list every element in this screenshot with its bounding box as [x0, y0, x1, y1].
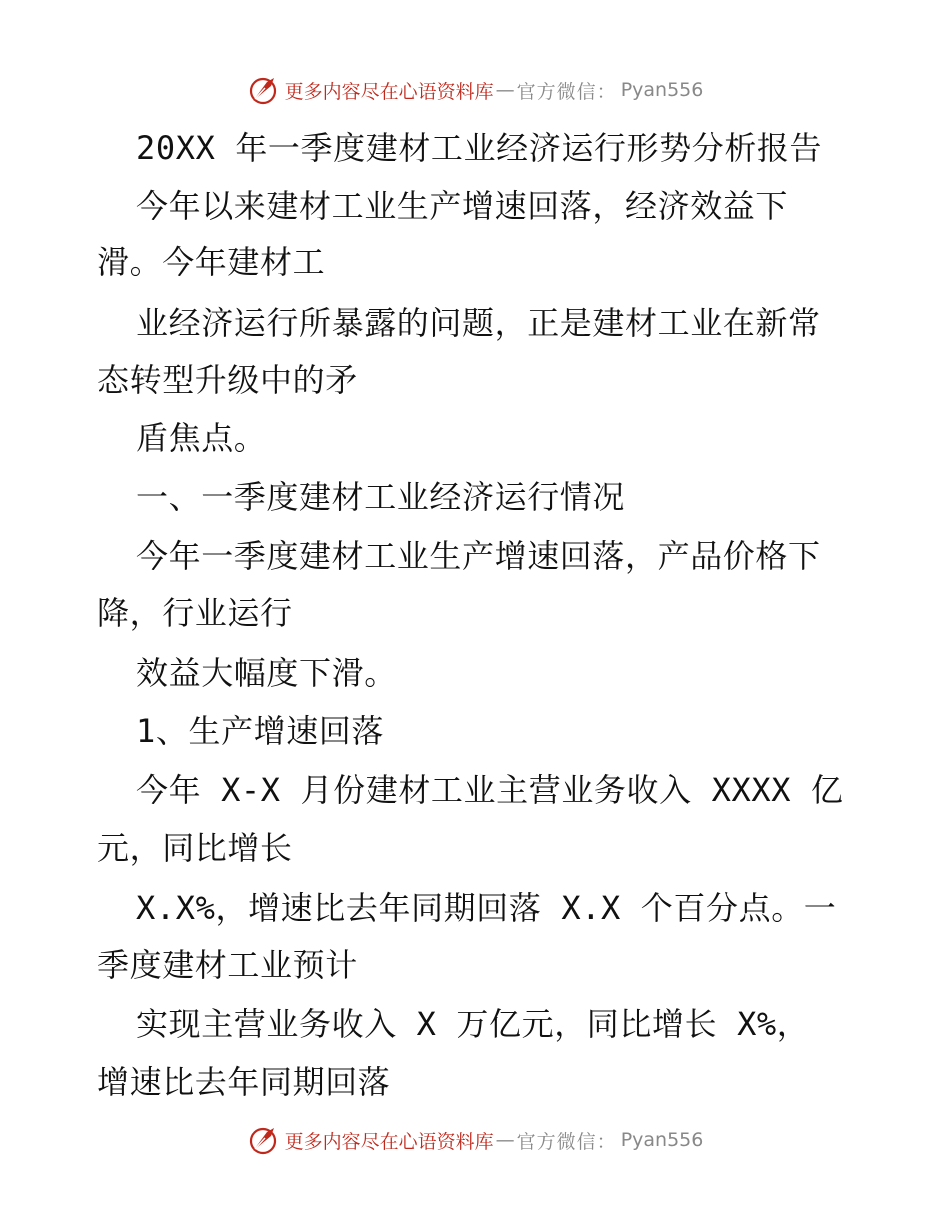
watermark-wechat-id: Pyan556: [620, 79, 704, 101]
paragraph-line: 今年以来建材工业生产增速回落，经济效益下: [136, 187, 789, 225]
watermark-wechat-id: Pyan556: [620, 1129, 704, 1151]
paragraph-line: 效益大幅度下滑。: [136, 654, 397, 692]
watermark-wechat-label: 官方微信：: [516, 80, 617, 103]
watermark-dash: —: [495, 1129, 515, 1151]
paragraph-line: 降，行业运行: [97, 594, 293, 632]
document-title: 20XX 年一季度建材工业经济运行形势分析报告: [136, 129, 823, 167]
watermark-wechat-label: 官方微信：: [516, 1130, 617, 1153]
paragraph-line: 增速比去年同期回落: [97, 1063, 391, 1101]
paragraph-line: 态转型升级中的矛: [97, 361, 358, 399]
subsection-heading: 1、生产增速回落: [136, 712, 385, 750]
paragraph-line: 业经济运行所暴露的问题，正是建材工业在新常: [136, 304, 821, 342]
watermark-site-text: 更多内容尽在心语资料库: [284, 80, 494, 103]
paragraph-line: 元，同比增长: [97, 829, 293, 867]
section-heading: 一、一季度建材工业经济运行情况: [136, 478, 626, 516]
paragraph-line: 季度建材工业预计: [97, 946, 358, 984]
footer-watermark: [0, 1120, 950, 1160]
paragraph-line: 滑。今年建材工: [97, 243, 326, 281]
header-watermark: [0, 70, 950, 110]
feather-pen-logo-icon: [247, 1124, 279, 1156]
paragraph-line: 今年 X-X 月份建材工业主营业务收入 XXXX 亿: [136, 771, 844, 809]
paragraph-line: 实现主营业务收入 X 万亿元，同比增长 X%，: [136, 1005, 810, 1043]
watermark-site-text: 更多内容尽在心语资料库: [284, 1130, 494, 1153]
paragraph-line: X.X%，增速比去年同期回落 X.X 个百分点。一: [136, 889, 837, 927]
paragraph-line: 盾焦点。: [136, 419, 267, 457]
paragraph-line: 今年一季度建材工业生产增速回落，产品价格下: [136, 537, 821, 575]
feather-pen-logo-icon: [247, 74, 279, 106]
watermark-dash: —: [495, 79, 515, 101]
